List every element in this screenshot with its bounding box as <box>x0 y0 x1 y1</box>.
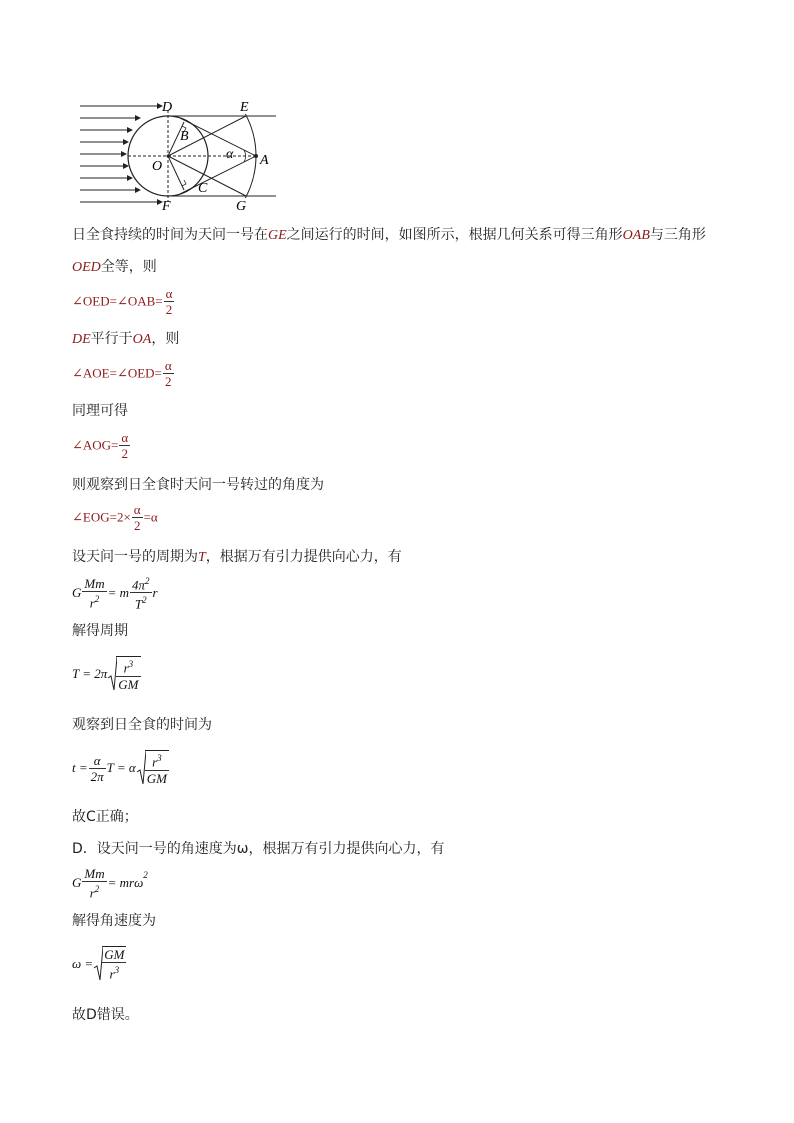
fraction-4pi2-over-T2: $\frac{4\pi^2}{T^2}$ <box>132 576 150 612</box>
equation-gravity-omega: G $\frac{Mm}{r^2}$ = mrω$^2$ <box>72 866 148 901</box>
paragraph-d-angular-velocity: D．设天问一号的角速度为ω，根据万有引力提供向心力，有 <box>72 841 445 857</box>
label-D: D <box>162 100 173 115</box>
equation-period-result: T = 2π $\frac{r^3}{GM}$ <box>72 656 142 692</box>
fraction-alpha-over-2: $\frac{\alpha}{2}$ <box>121 430 129 461</box>
paragraph-eclipse-duration <box>72 226 706 245</box>
text-segment: 全等，则 <box>100 259 157 275</box>
paragraph-d-wrong: 故D错误。 <box>72 1007 139 1023</box>
math-OED: OED <box>72 260 101 275</box>
label-B: B <box>180 129 189 144</box>
paragraph-rotation-angle: 则观察到日全食时天问一号转过的角度为 <box>72 477 324 493</box>
equation-omega-result: ω = $\frac{GM}{r^3}$ <box>72 946 127 982</box>
label-O: O <box>152 159 163 174</box>
fraction-alpha-over-2: $\frac{\alpha}{2}$ <box>164 358 172 389</box>
paragraph-similarly: 同理可得 <box>72 403 128 419</box>
equation-OED-OAB <box>72 286 175 317</box>
equation-time-result: t = $\frac{\alpha}{2\pi}$ T = α $\frac{r^3}{GM}$ <box>72 750 170 786</box>
equation-EOG <box>72 502 158 533</box>
paragraph-congruent <box>72 258 157 277</box>
math-OAB: OAB <box>622 228 650 243</box>
label-E: E <box>240 100 249 115</box>
paragraph-solve-omega: 解得角速度为 <box>72 913 156 929</box>
fraction-alpha-over-2pi: $\frac{\alpha}{2\pi}$ <box>90 752 104 784</box>
math-GE: GE <box>268 228 287 243</box>
fraction-alpha-over-2: $\frac{\alpha}{2}$ <box>133 502 141 533</box>
label-C: C <box>198 181 208 196</box>
eq-lhs: ∠EOG=2× <box>72 509 131 525</box>
text-segment: 平行于 <box>90 331 133 347</box>
math-DE: DE <box>72 332 91 347</box>
fraction-Mm-over-r2: $\frac{Mm}{r^2}$ <box>84 866 105 901</box>
text-segment: 之间运行的时间，如图所示，根据几何关系可得三角形 <box>286 227 623 243</box>
sqrt-r3-over-GM: $\frac{r^3}{GM}$ <box>136 750 170 786</box>
sqrt-r3-over-GM: $\frac{r^3}{GM}$ <box>107 656 141 692</box>
text-segment: ，根据万有引力提供向心力，有 <box>205 549 402 565</box>
label-F: F <box>162 199 171 214</box>
eq-lhs: ∠AOE=∠OED= <box>72 365 162 381</box>
text-segment: 与三角形 <box>649 227 706 243</box>
fraction-alpha-over-2: $\frac{\alpha}{2}$ <box>165 286 173 317</box>
equation-AOG <box>72 430 131 461</box>
label-G: G <box>236 199 247 214</box>
math-T: T <box>198 550 206 565</box>
math-OA: OA <box>132 332 152 347</box>
label-alpha: α <box>226 147 234 162</box>
eq-lhs: ∠AOG= <box>72 437 119 453</box>
text-segment: ，则 <box>151 331 180 347</box>
paragraph-solve-period: 解得周期 <box>72 623 128 639</box>
eq-lhs: ∠OED=∠OAB= <box>72 293 163 309</box>
equation-gravity-period: G $\frac{Mm}{r^2}$ = m $\frac{4\pi^2}{T^2}$ r <box>72 575 158 612</box>
sqrt-GM-over-r3: $\frac{GM}{r^3}$ <box>93 946 127 982</box>
paragraph-period <box>72 548 402 567</box>
text-segment: 设天问一号的周期为 <box>72 549 198 565</box>
paragraph-parallel <box>72 330 179 349</box>
label-A: A <box>260 153 269 168</box>
eq-rhs: =α <box>143 509 158 525</box>
paragraph-eclipse-time: 观察到日全食的时间为 <box>72 717 212 733</box>
fraction-Mm-over-r2: $\frac{Mm}{r^2}$ <box>84 575 105 610</box>
text-segment: 日全食持续的时间为天问一号在 <box>72 227 268 243</box>
equation-AOE-OED <box>72 358 175 389</box>
eclipse-geometry-diagram <box>76 96 286 216</box>
paragraph-c-correct: 故C正确； <box>72 809 138 825</box>
